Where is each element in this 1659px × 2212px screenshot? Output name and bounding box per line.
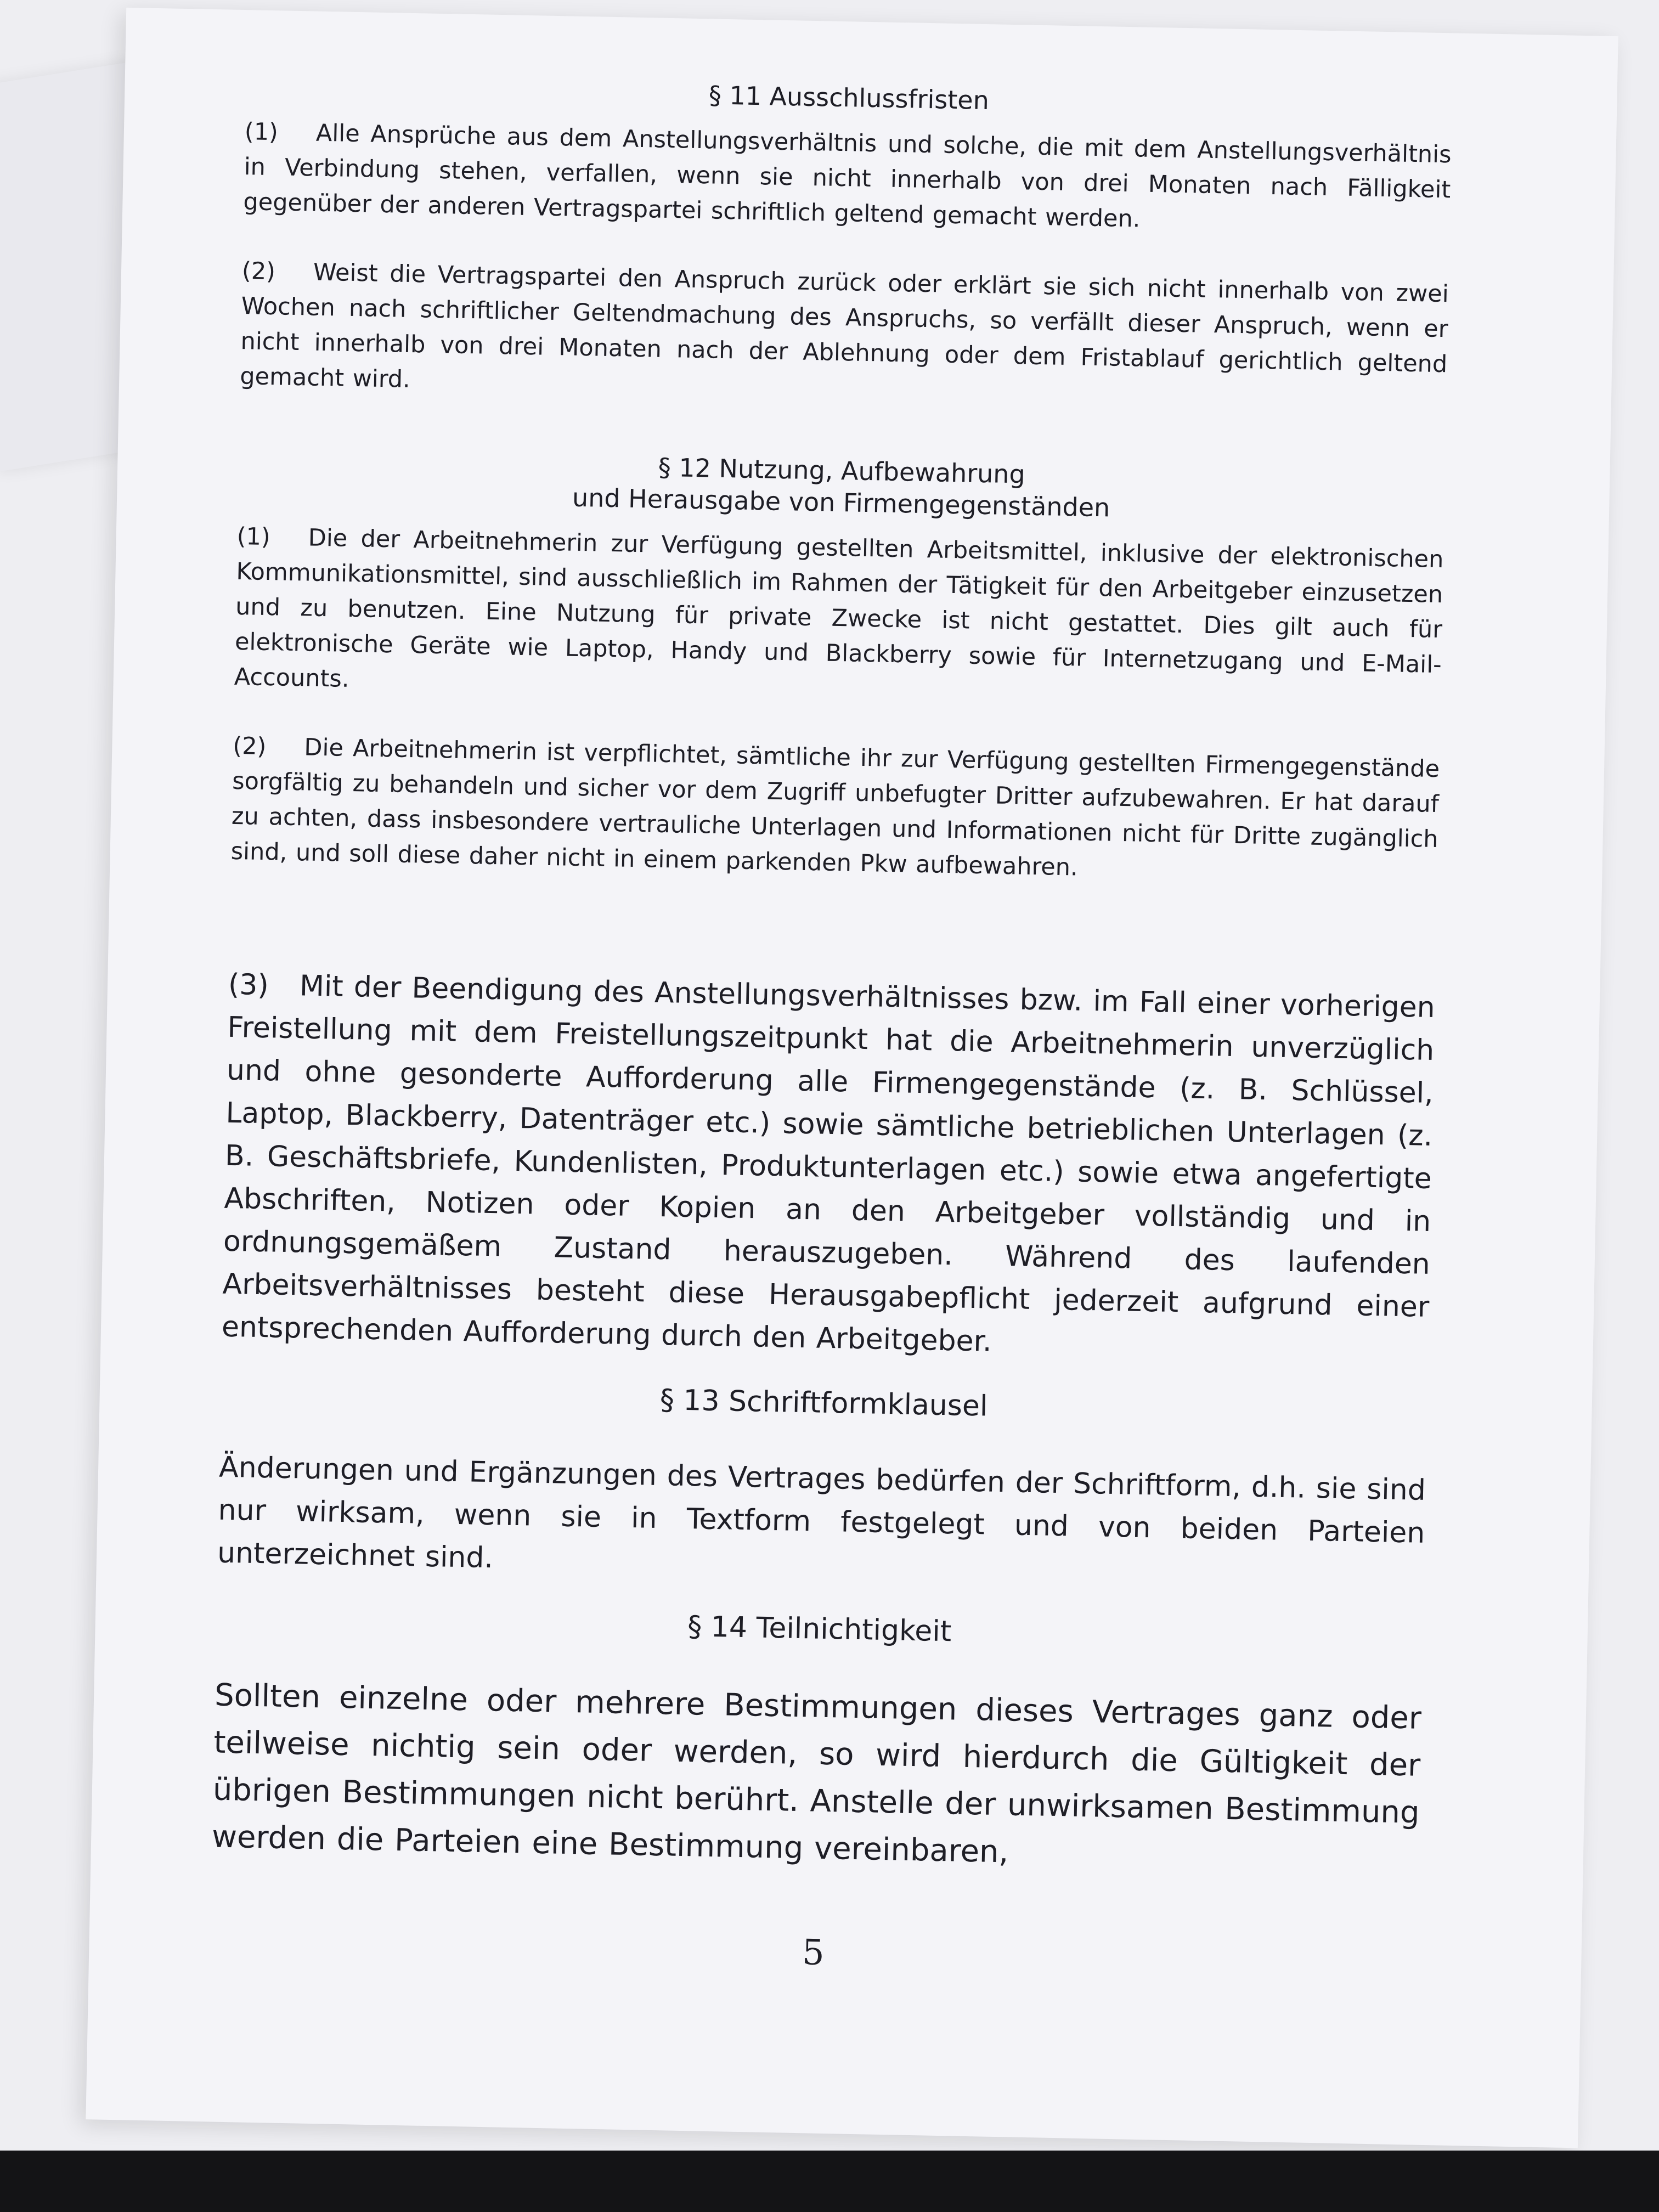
paragraph-number: (3) xyxy=(228,968,269,1002)
section-11-paragraph-2 xyxy=(240,253,1449,417)
section-13-text: Änderungen und Ergänzungen des Vertrages bedürfen der Schriftform, d.h. sie sind nur wirksam, wenn sie in Textform festgelegt und von beiden Parteien unterzeichnet sind. xyxy=(217,1451,1426,1575)
paragraph-number: (2) xyxy=(241,257,276,286)
section-12-paragraph-2 xyxy=(230,729,1440,892)
section-12-paragraph-3 xyxy=(221,963,1435,1372)
dark-surface-edge xyxy=(0,2151,1659,2212)
document-page xyxy=(86,8,1618,2148)
section-11-heading: § 11 Ausschlussfristen xyxy=(708,80,990,116)
section-13-heading: § 13 Schriftformklausel xyxy=(659,1384,988,1423)
section-12-paragraph-1 xyxy=(234,519,1444,718)
paragraph-number: (1) xyxy=(244,118,279,146)
page-content xyxy=(210,70,1453,1985)
section-14-text: Sollten einzelne oder mehrere Bestimmungen dieses Vertrages ganz oder teilweise nichtig sein oder werden, so wird hierdurch die Gültigkeit der übrigen Bestimmungen nicht berührt. Anstelle der unwirksamen Bestimmung werden die Parteien eine Bestimmung vereinbaren, xyxy=(211,1677,1422,1870)
paragraph-number: (2) xyxy=(232,732,267,761)
paragraph-number: (1) xyxy=(236,522,271,551)
paragraph-text: Die der Arbeitnehmerin zur Verfügung gestellten Arbeitsmittel, inklusive der elektronischen Kommunikationsmittel, sind ausschließlich im Rahmen der Tätigkeit für den Arbeitgeber einzusetzen und zu benutzen. Eine Nutzung für private Zwecke ist nicht gestattet. Dies gilt auch für elektronische Geräte wie Laptop, Handy und Blackberry sowie für Internetzugang und E-Mail-Accounts. xyxy=(234,524,1444,693)
section-12-heading-line-2: und Herausgabe von Firmengegenständen xyxy=(572,482,1110,523)
paragraph-text: Die Arbeitnehmerin ist verpflichtet, sämtliche ihr zur Verfügung gestellten Firmengegenstände sorgfältig zu behandeln und sicher vor dem Zugriff unbefugter Dritter aufzubewahren. Er hat darauf zu achten, dass insbesondere vertrauliche Unterlagen und Informationen nicht für Dritte zugänglich sind, und soll diese daher nicht in einem parkenden Pkw aufbewahren. xyxy=(230,733,1440,882)
paragraph-text: Mit der Beendigung des Anstellungsverhältnisses bzw. im Fall einer vorherigen Freistellung mit dem Freistellungszeitpunkt hat die Arbeitnehmerin unverzüglich und ohne gesonderte Aufforderung alle Firmengegenstände (z. B. Schlüssel, Laptop, Blackberry, Datenträger etc.) sowie sämtliche betrieblichen Unterlagen (z. B. Geschäftsbriefe, Kundenlisten, Produktunterlagen etc.) sowie etwa angefertigte Abschriften, Notizen oder Kopien an den Arbeitgeber vollständig und in ordnungsgemäßem Zustand herauszugeben. Während des laufenden Arbeitsverhältnisses besteht diese Herausgabepflicht jederzeit aufgrund einer entsprechenden Aufforderung durch den Arbeitgeber. xyxy=(221,969,1436,1358)
paragraph-text: Weist die Vertragspartei den Anspruch zurück oder erklärt sie sich nicht innerhalb von zwei Wochen nach schriftlicher Geltendmachung des Anspruchs, so verfällt dieser Anspruch, wenn er nicht innerhalb von drei Monaten nach der Ablehnung oder dem Fristablauf gerichtlich geltend gemacht wird. xyxy=(239,258,1449,393)
section-12-heading-line-1: § 12 Nutzung, Aufbewahrung xyxy=(658,452,1026,489)
page-number: 5 xyxy=(802,1932,825,1973)
paragraph-text: Alle Ansprüche aus dem Anstellungsverhältnis und solche, die mit dem Anstellungsverhältnis in Verbindung stehen, verfallen, wenn sie nicht innerhalb von drei Monaten nach Fälligkeit gegenüber der anderen Vertragspartei schriftlich geltend gemacht werden. xyxy=(243,119,1452,233)
section-14-heading: § 14 Teilnichtigkeit xyxy=(687,1610,952,1649)
